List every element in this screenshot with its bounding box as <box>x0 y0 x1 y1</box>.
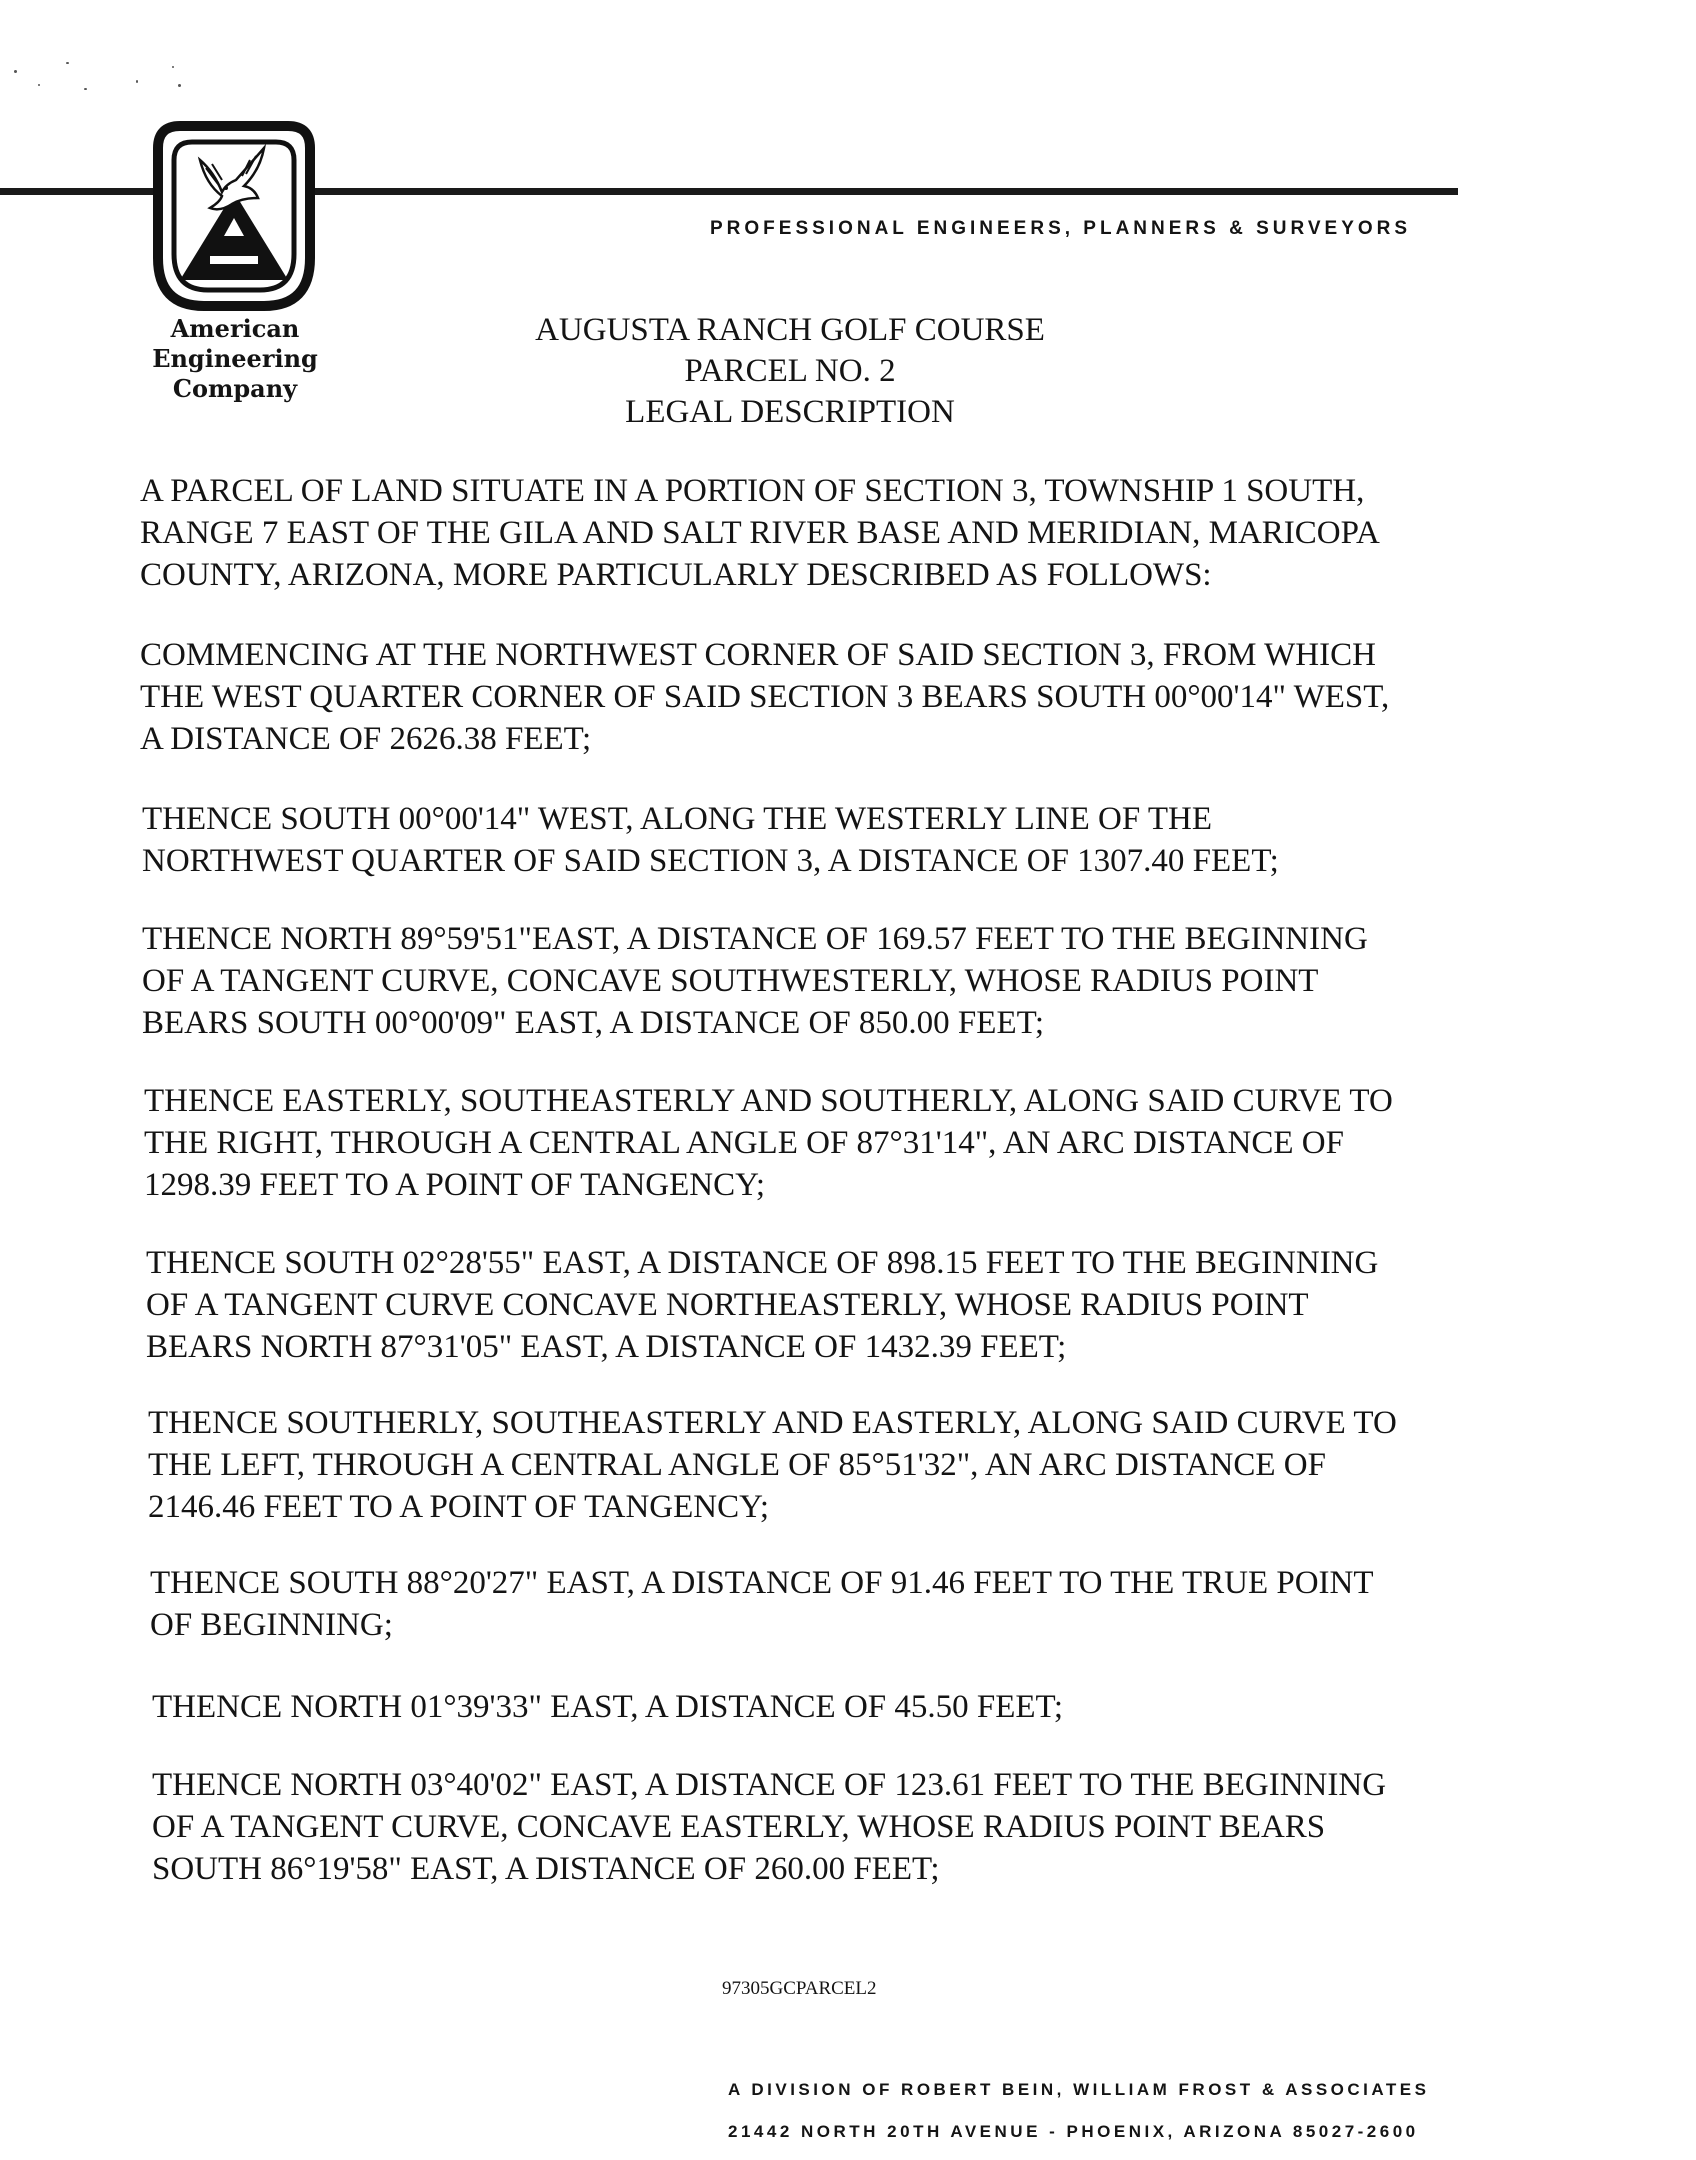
company-name-line: American <box>170 314 300 343</box>
text-line: OF BEGINNING; <box>150 1607 393 1643</box>
scan-speck <box>38 84 40 86</box>
text-line: OF A TANGENT CURVE, CONCAVE SOUTHWESTERLY, WHOSE RADIUS POINT <box>142 963 1319 999</box>
text-line: OF A TANGENT CURVE, CONCAVE EASTERLY, WHOSE RADIUS POINT BEARS <box>152 1809 1326 1845</box>
scan-speck <box>178 84 181 87</box>
text-line: THENCE SOUTH 02°28'55" EAST, A DISTANCE OF 898.15 FEET TO THE BEGINNING <box>146 1245 1379 1281</box>
footer-address: 21442 NORTH 20TH AVENUE - PHOENIX, ARIZONA 85027-2600 <box>728 2122 1419 2141</box>
title-line: PARCEL NO. 2 <box>684 353 896 389</box>
letterhead-tagline: PROFESSIONAL ENGINEERS, PLANNERS & SURVEYORS <box>710 218 1412 239</box>
scan-speck <box>66 62 69 64</box>
text-line: THENCE SOUTHERLY, SOUTHEASTERLY AND EASTERLY, ALONG SAID CURVE TO <box>148 1405 1397 1441</box>
text-line: RANGE 7 EAST OF THE GILA AND SALT RIVER BASE AND MERIDIAN, MARICOPA <box>140 515 1380 551</box>
text-line: THE WEST QUARTER CORNER OF SAID SECTION 3 BEARS SOUTH 00°00'14" WEST, <box>140 679 1390 715</box>
scan-speck <box>14 70 17 73</box>
text-line: BEARS SOUTH 00°00'09" EAST, A DISTANCE OF 850.00 FEET; <box>142 1005 1045 1041</box>
paragraph-course <box>152 1764 1386 1890</box>
paragraph-parcel-description <box>140 470 1380 596</box>
company-logo <box>140 118 328 316</box>
title-line: AUGUSTA RANCH GOLF COURSE <box>535 312 1045 348</box>
paragraph-course <box>152 1686 1063 1728</box>
eagle-logo-icon <box>140 118 328 316</box>
text-line: A PARCEL OF LAND SITUATE IN A PORTION OF SECTION 3, TOWNSHIP 1 SOUTH, <box>140 473 1365 509</box>
text-line: THENCE EASTERLY, SOUTHEASTERLY AND SOUTHERLY, ALONG SAID CURVE TO <box>144 1083 1393 1119</box>
text-line: OF A TANGENT CURVE CONCAVE NORTHEASTERLY, WHOSE RADIUS POINT <box>146 1287 1309 1323</box>
scan-speck <box>84 88 87 90</box>
paragraph-course <box>146 1242 1378 1368</box>
text-line: THENCE SOUTH 88°20'27" EAST, A DISTANCE OF 91.46 FEET TO THE TRUE POINT <box>150 1565 1374 1601</box>
text-line: THENCE SOUTH 00°00'14" WEST, ALONG THE WESTERLY LINE OF THE <box>142 801 1212 837</box>
scan-speck <box>172 66 174 68</box>
text-line: BEARS NORTH 87°31'05" EAST, A DISTANCE OF 1432.39 FEET; <box>146 1329 1067 1365</box>
paragraph-course <box>148 1402 1397 1528</box>
text-line: COUNTY, ARIZONA, MORE PARTICULARLY DESCRIBED AS FOLLOWS: <box>140 557 1212 593</box>
company-name-line: Company <box>172 374 298 403</box>
paragraph-course <box>142 798 1279 882</box>
text-line: THENCE NORTH 89°59'51"EAST, A DISTANCE OF 169.57 FEET TO THE BEGINNING <box>142 921 1368 957</box>
text-line: THE LEFT, THROUGH A CENTRAL ANGLE OF 85°51'32", AN ARC DISTANCE OF <box>148 1447 1326 1483</box>
paragraph-course <box>144 1080 1393 1206</box>
company-name <box>140 314 330 404</box>
document-title <box>450 310 1130 433</box>
footer-division: A DIVISION OF ROBERT BEIN, WILLIAM FROST & ASSOCIATES <box>728 2080 1430 2099</box>
text-line: NORTHWEST QUARTER OF SAID SECTION 3, A DISTANCE OF 1307.40 FEET; <box>142 843 1279 879</box>
paragraph-commencing <box>140 634 1389 760</box>
text-line: 2146.46 FEET TO A POINT OF TANGENCY; <box>148 1489 770 1525</box>
document-reference-code: 97305GCPARCEL2 <box>722 1978 877 1999</box>
text-line: COMMENCING AT THE NORTHWEST CORNER OF SAID SECTION 3, FROM WHICH <box>140 637 1376 673</box>
scan-speck <box>136 80 138 83</box>
text-line: SOUTH 86°19'58" EAST, A DISTANCE OF 260.00 FEET; <box>152 1851 940 1887</box>
text-line: THENCE NORTH 03°40'02" EAST, A DISTANCE OF 123.61 FEET TO THE BEGINNING <box>152 1767 1387 1803</box>
text-line: THE RIGHT, THROUGH A CENTRAL ANGLE OF 87°31'14", AN ARC DISTANCE OF <box>144 1125 1344 1161</box>
text-line: A DISTANCE OF 2626.38 FEET; <box>140 721 592 757</box>
title-line: LEGAL DESCRIPTION <box>625 394 955 430</box>
text-line: THENCE NORTH 01°39'33" EAST, A DISTANCE OF 45.50 FEET; <box>152 1689 1064 1725</box>
paragraph-true-point-of-beginning <box>150 1562 1374 1646</box>
text-line: 1298.39 FEET TO A POINT OF TANGENCY; <box>144 1167 766 1203</box>
paragraph-course <box>142 918 1368 1044</box>
company-name-line: Engineering <box>152 344 318 373</box>
